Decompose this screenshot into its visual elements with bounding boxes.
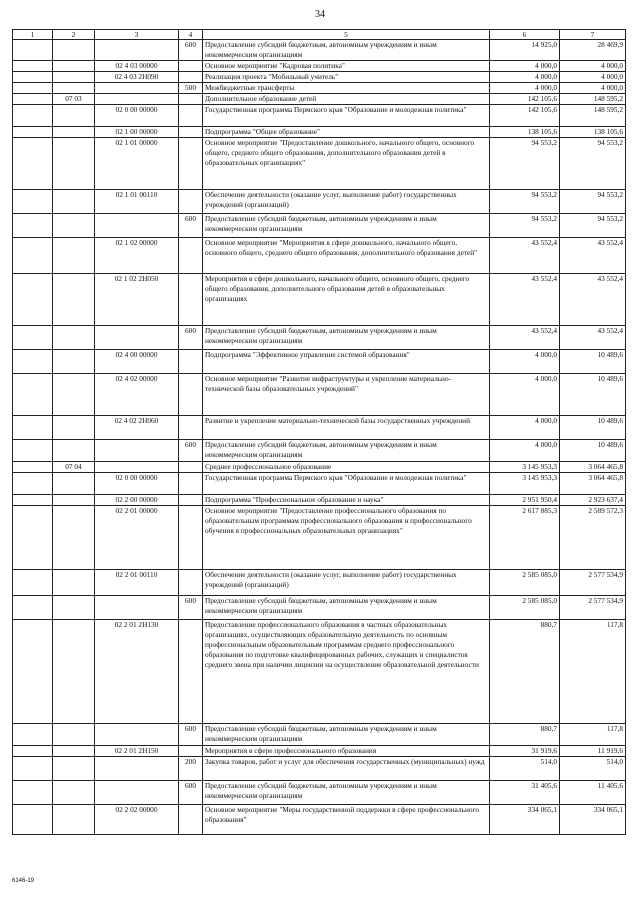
cell-v6: 94 553,2 [490, 138, 560, 190]
table-row [13, 473, 626, 495]
cell-v6: 43 552,4 [490, 274, 560, 326]
cell-section [53, 83, 95, 94]
cell-v7: 43 552,4 [560, 238, 626, 274]
cell-v6: 3 145 953,3 [490, 462, 560, 473]
cell-name: Предоставление субсидий бюджетным, автономным учреждениям и иным некоммерческим организациям [203, 781, 490, 805]
cell-type: 600 [179, 40, 203, 61]
cell-article: 02 2 02 00000 [95, 805, 179, 835]
header-col-6: 6 [490, 30, 560, 40]
table-row [13, 506, 626, 570]
cell-v6: 94 553,2 [490, 190, 560, 214]
cell-empty [13, 495, 53, 506]
cell-empty [13, 83, 53, 94]
cell-type [179, 127, 203, 138]
cell-type [179, 506, 203, 570]
cell-v7: 2 577 534,9 [560, 596, 626, 620]
cell-section [53, 757, 95, 781]
cell-article: 02 4 00 00000 [95, 350, 179, 374]
cell-name: Предоставление профессионального образования в частных образовательных организациях, осуществляющих образовательную деятельность по основным профессиональным образовательным программам среднего профессионального образования по подготовке квалифицированных рабочих, служащих и специалистов среднего звена при наличии лицензии на осуществление образовательной деятельности [203, 620, 490, 724]
cell-name: Основное мероприятие "Предоставление дошкольного, начального общего, основного общего, среднего общего образования, дополнительного образования детей в образовательных организациях" [203, 138, 490, 190]
cell-v6: 138 105,6 [490, 127, 560, 138]
cell-v7: 138 105,6 [560, 127, 626, 138]
cell-article: 02 1 00 00000 [95, 127, 179, 138]
cell-v6: 514,0 [490, 757, 560, 781]
cell-name: Дополнительное образование детей [203, 94, 490, 105]
cell-v7: 43 552,4 [560, 274, 626, 326]
cell-type [179, 274, 203, 326]
cell-empty [13, 462, 53, 473]
cell-section [53, 473, 95, 495]
budget-table [12, 29, 626, 835]
cell-name: Предоставление субсидий бюджетным, автономным учреждениям и иным некоммерческим организациям [203, 214, 490, 238]
cell-empty [13, 105, 53, 127]
header-col-7: 7 [560, 30, 626, 40]
cell-article [95, 757, 179, 781]
cell-v6: 4 000,0 [490, 416, 560, 440]
cell-type [179, 238, 203, 274]
header-col-4: 4 [179, 30, 203, 40]
cell-empty [13, 61, 53, 72]
cell-article: 02 2 01 2Н150 [95, 746, 179, 757]
cell-article: 02 4 02 2Н060 [95, 416, 179, 440]
table-row [13, 570, 626, 596]
table-row [13, 805, 626, 835]
cell-article: 02 4 03 00000 [95, 61, 179, 72]
cell-name: Государственная программа Пермского края "Образование и молодежная политика" [203, 473, 490, 495]
cell-v7: 2 577 534,9 [560, 570, 626, 596]
cell-v6: 2 617 885,3 [490, 506, 560, 570]
cell-name: Предоставление субсидий бюджетным, автономным учреждениям и иным некоммерческим организациям [203, 724, 490, 746]
cell-v6: 31 919,6 [490, 746, 560, 757]
cell-v7: 2 923 637,4 [560, 495, 626, 506]
table-row [13, 620, 626, 724]
cell-v6: 31 405,6 [490, 781, 560, 805]
table-row [13, 374, 626, 416]
cell-empty [13, 473, 53, 495]
cell-article: 02 0 00 00000 [95, 473, 179, 495]
cell-empty [13, 374, 53, 416]
cell-v7: 3 064 465,8 [560, 473, 626, 495]
header-col-5: 5 [203, 30, 490, 40]
cell-type [179, 94, 203, 105]
cell-v6: 4 000,0 [490, 440, 560, 462]
cell-empty [13, 274, 53, 326]
cell-v7: 10 489,6 [560, 440, 626, 462]
cell-v7: 10 489,6 [560, 374, 626, 416]
table-row [13, 105, 626, 127]
table-row [13, 462, 626, 473]
cell-article: 02 2 01 00000 [95, 506, 179, 570]
cell-section [53, 724, 95, 746]
cell-name: Обеспечение деятельности (оказание услуг, выполнение работ) государственных учреждений (организаций) [203, 190, 490, 214]
cell-type [179, 374, 203, 416]
cell-section [53, 238, 95, 274]
cell-type [179, 462, 203, 473]
cell-section [53, 596, 95, 620]
cell-name: Мероприятия в сфере дошкольного, начального общего, основного общего, среднего общего образования, дополнительного образования детей в образовательных организациях [203, 274, 490, 326]
cell-v7: 43 552,4 [560, 326, 626, 350]
cell-name: Предоставление субсидий бюджетным, автономным учреждениям и иным некоммерческим организациям [203, 326, 490, 350]
cell-v7: 4 000,0 [560, 72, 626, 83]
cell-v7: 10 489,6 [560, 416, 626, 440]
header-col-1: 1 [13, 30, 53, 40]
table-row [13, 94, 626, 105]
table-row [13, 781, 626, 805]
cell-article: 02 1 01 00110 [95, 190, 179, 214]
table-row [13, 190, 626, 214]
cell-type: 600 [179, 214, 203, 238]
cell-empty [13, 757, 53, 781]
table-row [13, 72, 626, 83]
cell-type [179, 805, 203, 835]
cell-section [53, 61, 95, 72]
cell-v6: 880,7 [490, 620, 560, 724]
cell-type [179, 138, 203, 190]
cell-section [53, 495, 95, 506]
cell-type [179, 72, 203, 83]
table-row [13, 746, 626, 757]
cell-type [179, 416, 203, 440]
cell-v7: 334 065,1 [560, 805, 626, 835]
cell-section [53, 274, 95, 326]
cell-section [53, 105, 95, 127]
cell-article: 02 1 02 2Н050 [95, 274, 179, 326]
cell-article: 02 1 01 00000 [95, 138, 179, 190]
cell-article [95, 40, 179, 61]
cell-section [53, 570, 95, 596]
cell-section [53, 72, 95, 83]
cell-v6: 43 552,4 [490, 238, 560, 274]
table-row [13, 440, 626, 462]
table-row [13, 238, 626, 274]
table-row [13, 350, 626, 374]
cell-type: 200 [179, 757, 203, 781]
cell-v7: 148 595,2 [560, 105, 626, 127]
cell-name: Государственная программа Пермского края "Образование и молодежная политика" [203, 105, 490, 127]
cell-section [53, 781, 95, 805]
cell-v6: 142 105,6 [490, 105, 560, 127]
cell-empty [13, 238, 53, 274]
cell-v7: 28 469,9 [560, 40, 626, 61]
cell-v6: 880,7 [490, 724, 560, 746]
cell-type [179, 105, 203, 127]
cell-type [179, 495, 203, 506]
table-row [13, 138, 626, 190]
cell-article: 02 2 01 2Н130 [95, 620, 179, 724]
cell-name: Развитие и укрепление материально-технической базы государственных учреждений [203, 416, 490, 440]
cell-name: Закупка товаров, работ и услуг для обеспечения государственных (муниципальных) нужд [203, 757, 490, 781]
cell-type: 600 [179, 724, 203, 746]
table-row [13, 61, 626, 72]
cell-article [95, 462, 179, 473]
cell-v6: 3 145 953,3 [490, 473, 560, 495]
cell-article: 02 2 01 00110 [95, 570, 179, 596]
cell-empty [13, 506, 53, 570]
table-row [13, 724, 626, 746]
cell-empty [13, 746, 53, 757]
cell-section [53, 620, 95, 724]
cell-v7: 4 000,0 [560, 61, 626, 72]
cell-article [95, 781, 179, 805]
cell-empty [13, 138, 53, 190]
table-row [13, 83, 626, 94]
cell-article: 02 4 02 00000 [95, 374, 179, 416]
cell-section [53, 214, 95, 238]
table-row [13, 214, 626, 238]
table-row [13, 40, 626, 61]
cell-v6: 2 585 085,0 [490, 596, 560, 620]
cell-section: 07 03 [53, 94, 95, 105]
cell-name: Подпрограмма "Профессиональное образование и наука" [203, 495, 490, 506]
cell-name: Основное мероприятие "Меры государственной поддержки в сфере профессионального образования" [203, 805, 490, 835]
cell-section [53, 326, 95, 350]
cell-name: Основное мероприятие "Мероприятия в сфере дошкольного, начального общего, основного общего, среднего общего образования, дополнительного образования детей" [203, 238, 490, 274]
cell-v6: 4 000,0 [490, 61, 560, 72]
cell-section [53, 138, 95, 190]
cell-article: 02 2 00 00000 [95, 495, 179, 506]
cell-name: Подпрограмма "Эффективное управление системой образования" [203, 350, 490, 374]
cell-v6: 2 951 950,4 [490, 495, 560, 506]
header-col-3: 3 [95, 30, 179, 40]
cell-v6: 4 000,0 [490, 83, 560, 94]
table-row [13, 757, 626, 781]
table-body [13, 40, 626, 835]
cell-type: 600 [179, 326, 203, 350]
cell-v7: 148 595,2 [560, 94, 626, 105]
cell-v6: 4 000,0 [490, 72, 560, 83]
cell-section [53, 506, 95, 570]
footer-code: 6146-19 [12, 878, 35, 884]
cell-section: 07 04 [53, 462, 95, 473]
cell-section [53, 40, 95, 61]
cell-type: 600 [179, 781, 203, 805]
cell-type [179, 746, 203, 757]
cell-empty [13, 570, 53, 596]
header-col-2: 2 [53, 30, 95, 40]
cell-v7: 94 553,2 [560, 138, 626, 190]
cell-v7: 3 064 465,8 [560, 462, 626, 473]
cell-name: Основное мероприятие "Развитие инфраструктуры и укрепление материально-технической базы образовательных учреждений" [203, 374, 490, 416]
cell-empty [13, 805, 53, 835]
cell-v7: 94 553,2 [560, 214, 626, 238]
cell-empty [13, 620, 53, 724]
cell-article [95, 596, 179, 620]
cell-v7: 2 589 572,3 [560, 506, 626, 570]
cell-type [179, 620, 203, 724]
cell-article: 02 1 02 00000 [95, 238, 179, 274]
table-row [13, 495, 626, 506]
cell-v7: 94 553,2 [560, 190, 626, 214]
cell-v6: 2 585 085,0 [490, 570, 560, 596]
cell-type [179, 350, 203, 374]
cell-v7: 117,8 [560, 724, 626, 746]
cell-article [95, 440, 179, 462]
cell-section [53, 746, 95, 757]
cell-v7: 11 919,6 [560, 746, 626, 757]
cell-article [95, 326, 179, 350]
cell-v6: 334 065,1 [490, 805, 560, 835]
cell-empty [13, 416, 53, 440]
cell-type [179, 473, 203, 495]
cell-name: Подпрограмма "Общее образование" [203, 127, 490, 138]
cell-v6: 4 000,0 [490, 350, 560, 374]
cell-empty [13, 326, 53, 350]
cell-v7: 514,0 [560, 757, 626, 781]
cell-name: Предоставление субсидий бюджетным, автономным учреждениям и иным некоммерческим организациям [203, 440, 490, 462]
cell-article [95, 83, 179, 94]
cell-name: Обеспечение деятельности (оказание услуг, выполнение работ) государственных учреждений (организаций) [203, 570, 490, 596]
cell-empty [13, 440, 53, 462]
cell-type [179, 570, 203, 596]
cell-type: 500 [179, 83, 203, 94]
cell-type: 600 [179, 440, 203, 462]
cell-section [53, 805, 95, 835]
cell-type [179, 190, 203, 214]
cell-empty [13, 94, 53, 105]
cell-section [53, 374, 95, 416]
table-row [13, 596, 626, 620]
cell-v6: 14 925,0 [490, 40, 560, 61]
cell-name: Межбюджетные трансферты [203, 83, 490, 94]
cell-v6: 4 000,0 [490, 374, 560, 416]
cell-empty [13, 127, 53, 138]
table-row [13, 416, 626, 440]
table-row [13, 127, 626, 138]
cell-name: Реализация проекта "Мобильный учитель" [203, 72, 490, 83]
cell-article [95, 214, 179, 238]
cell-section [53, 127, 95, 138]
cell-name: Предоставление субсидий бюджетным, автономным учреждениям и иным некоммерческим организациям [203, 40, 490, 61]
cell-empty [13, 190, 53, 214]
cell-name: Среднее профессиональное образование [203, 462, 490, 473]
cell-article: 02 4 03 2Н090 [95, 72, 179, 83]
cell-v6: 94 553,2 [490, 214, 560, 238]
cell-v7: 4 000,0 [560, 83, 626, 94]
cell-type [179, 61, 203, 72]
cell-empty [13, 781, 53, 805]
cell-article: 02 0 00 00000 [95, 105, 179, 127]
cell-article [95, 94, 179, 105]
cell-section [53, 190, 95, 214]
cell-empty [13, 350, 53, 374]
cell-v7: 117,8 [560, 620, 626, 724]
cell-name: Предоставление субсидий бюджетным, автономным учреждениям и иным некоммерческим организациям [203, 596, 490, 620]
cell-section [53, 440, 95, 462]
cell-name: Мероприятия в сфере профессионального образования [203, 746, 490, 757]
cell-v6: 43 552,4 [490, 326, 560, 350]
table-row [13, 326, 626, 350]
table-row [13, 274, 626, 326]
cell-empty [13, 724, 53, 746]
cell-section [53, 350, 95, 374]
cell-article [95, 724, 179, 746]
cell-empty [13, 214, 53, 238]
header-row [13, 30, 626, 40]
cell-v6: 142 105,6 [490, 94, 560, 105]
cell-section [53, 416, 95, 440]
cell-empty [13, 40, 53, 61]
cell-name: Основное мероприятие "Предоставление профессионального образования по образовательным программам профессионального образования и профессионального обучения в профессиональных образовательных организациях" [203, 506, 490, 570]
cell-v7: 11 405,6 [560, 781, 626, 805]
cell-type: 600 [179, 596, 203, 620]
cell-v7: 10 489,6 [560, 350, 626, 374]
page-number: 34 [315, 9, 325, 20]
cell-empty [13, 596, 53, 620]
cell-empty [13, 72, 53, 83]
cell-name: Основное мероприятие "Кадровая политика" [203, 61, 490, 72]
